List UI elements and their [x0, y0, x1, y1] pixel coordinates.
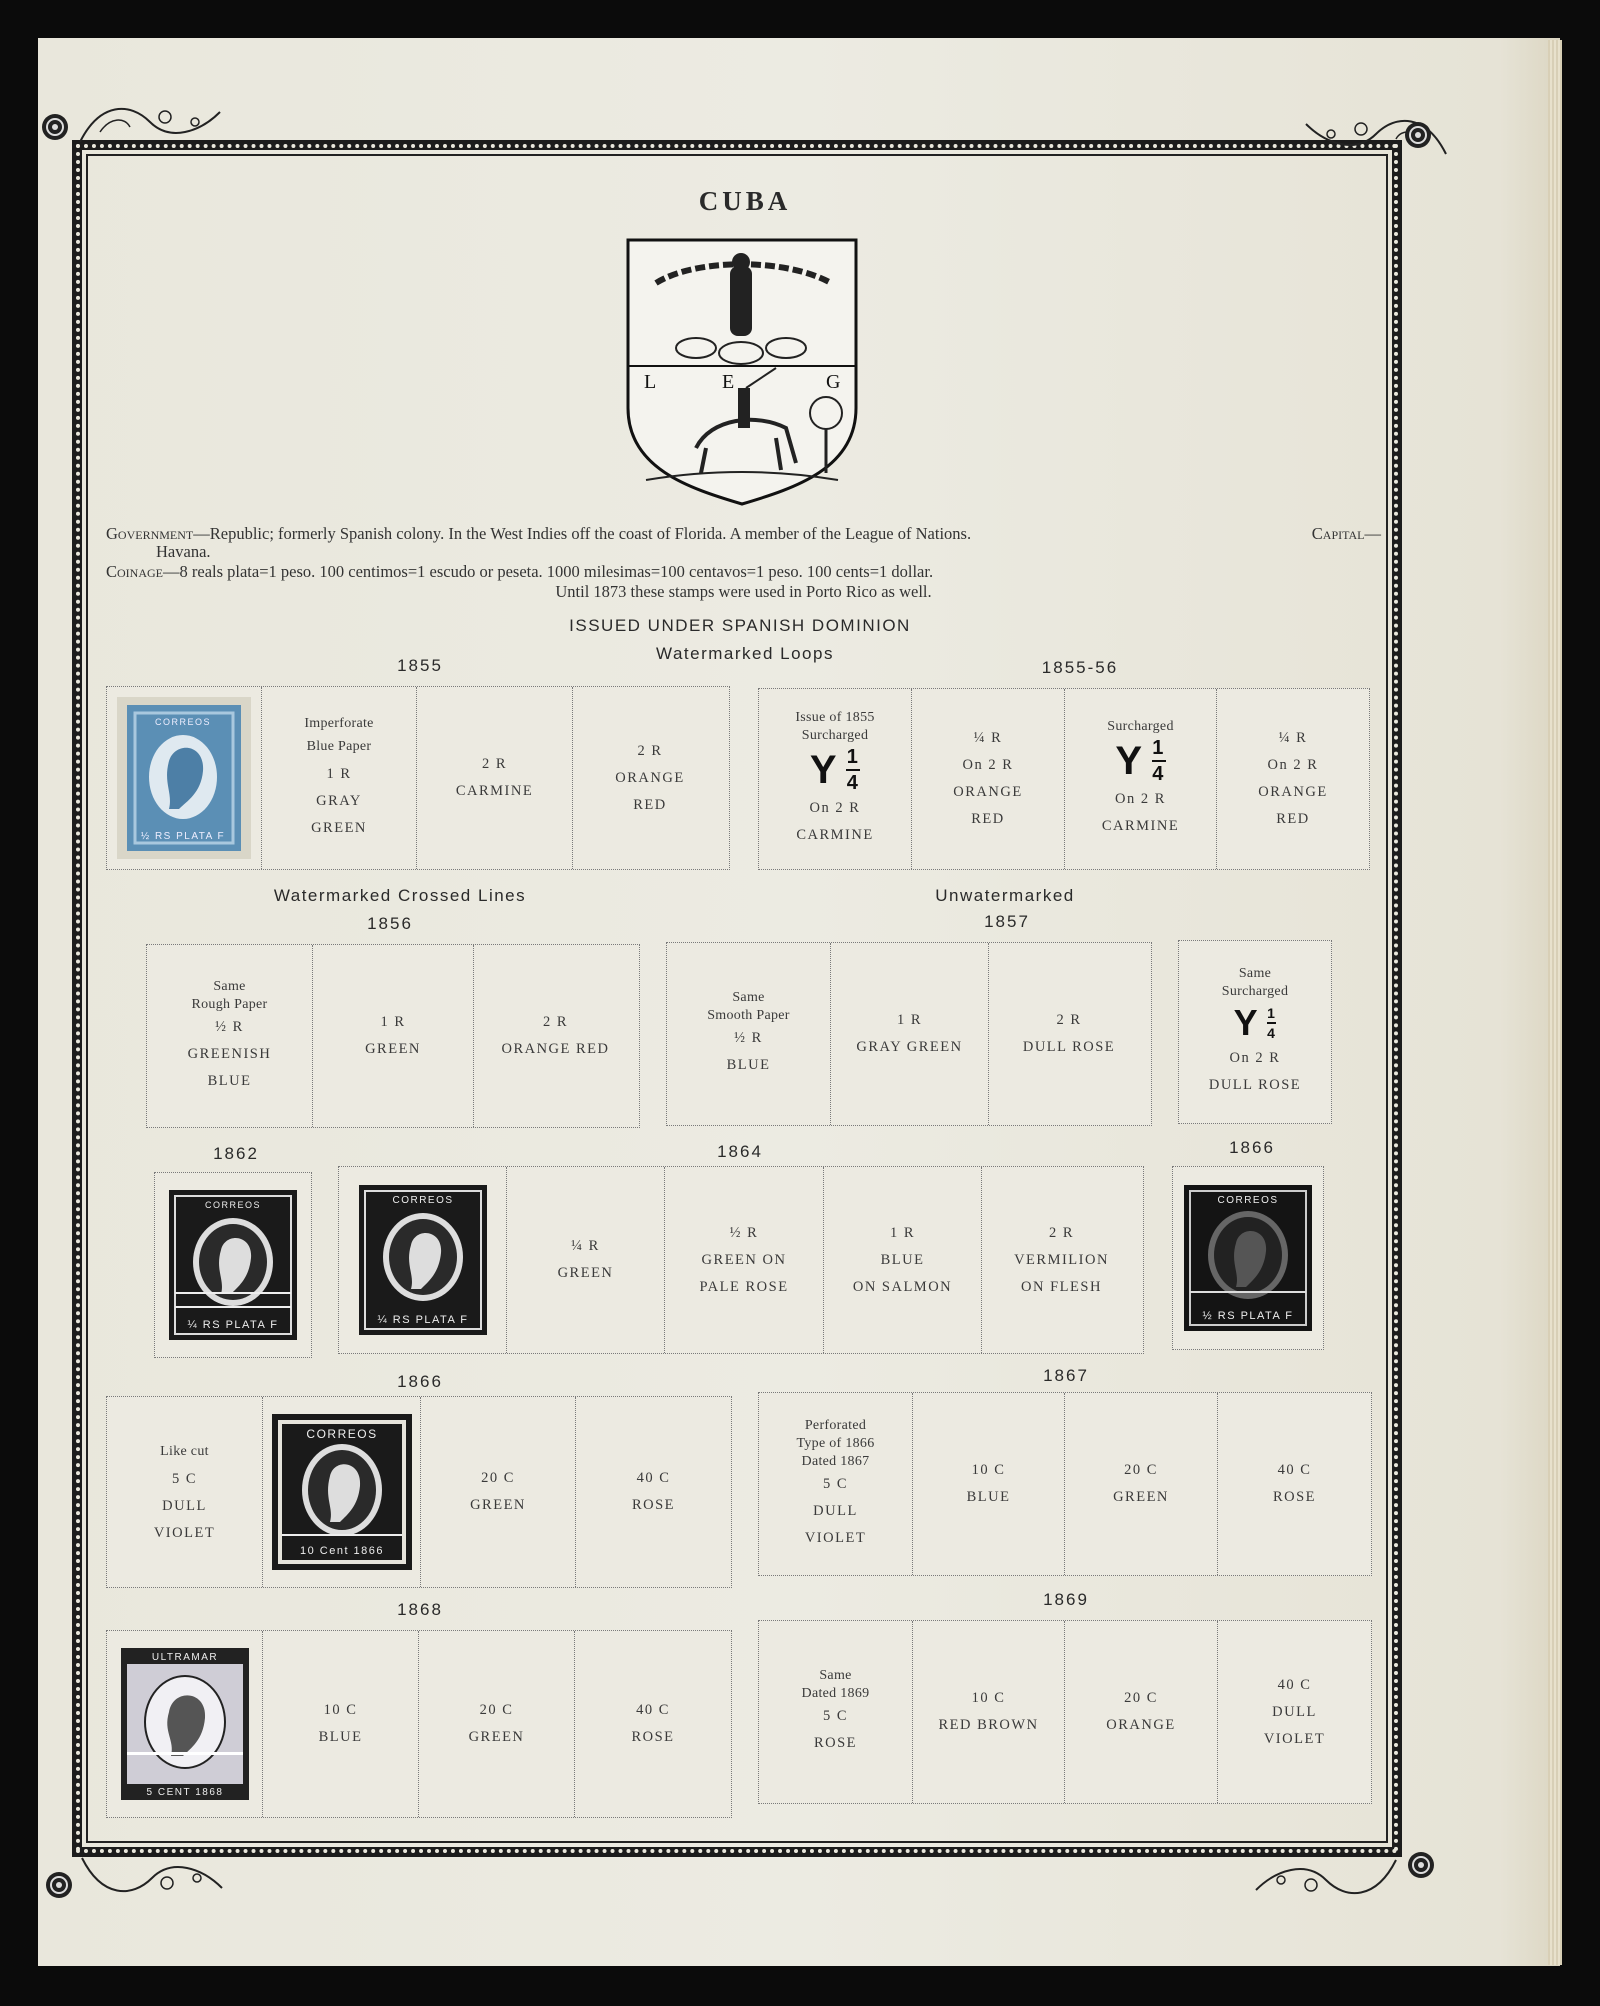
rosette-icon	[1403, 120, 1433, 150]
cell-line: BLUE	[966, 1489, 1011, 1505]
stamp-top-text: CORREOS	[391, 1195, 454, 1206]
cell-line: On 2 R	[809, 800, 861, 816]
arms-letter-g: G	[826, 371, 841, 393]
cell-line: ORANGE	[615, 769, 685, 786]
cell-line: ORANGE RED	[501, 1041, 610, 1057]
cell-line: Dated 1867	[801, 1453, 870, 1469]
cell-line: 1 R	[326, 765, 352, 782]
cell-line: GREEN	[1113, 1489, 1169, 1505]
stamp-space-1856-1r[interactable]	[313, 945, 474, 1127]
cell-line: On 2 R	[1229, 1050, 1281, 1066]
stamp-image-black-queen-1866	[1184, 1185, 1312, 1331]
capital-value: Havana.	[156, 542, 211, 561]
stamp-row-1857	[666, 942, 1152, 1126]
subheading-watermarked-loops: Watermarked Loops	[656, 644, 834, 663]
corner-ornament-bottom-left	[72, 1848, 232, 1908]
page-edge	[1548, 40, 1562, 1965]
stamp-space-1857-surch[interactable]	[1179, 941, 1331, 1123]
stamp-space-1869-40c[interactable]	[1218, 1621, 1371, 1803]
cell-line: CARMINE	[1101, 818, 1180, 834]
stamp-space-1864-mounted[interactable]	[339, 1167, 507, 1353]
cell-line: ORANGE	[1106, 1717, 1176, 1733]
cell-line: 5 C	[822, 1708, 849, 1724]
stamp-space-1868-mounted[interactable]	[107, 1631, 263, 1817]
cell-line: 40 C	[1277, 1676, 1312, 1693]
cell-line: Like cut	[160, 1443, 209, 1459]
corner-ornament-bottom-right	[1246, 1850, 1406, 1910]
stamp-row-1855	[106, 686, 730, 870]
stamp-bottom-text: 5 CENT 1868	[146, 1787, 223, 1798]
cell-line: BLUE	[207, 1072, 252, 1089]
cell-line: GRAY	[316, 792, 362, 809]
cell-line: 5 C	[822, 1475, 849, 1492]
stamp-space-1864-quarter-r[interactable]	[507, 1167, 665, 1353]
stamp-image-black-queen-1862	[169, 1190, 297, 1340]
stamp-space-1866-20c[interactable]	[421, 1397, 576, 1587]
cell-line: ROSE	[631, 1497, 676, 1513]
cell-line: GREEN	[557, 1265, 614, 1281]
coat-of-arms-image	[626, 238, 858, 506]
stamp-space-1867-10c[interactable]	[913, 1393, 1065, 1575]
cell-line: VIOLET	[804, 1529, 867, 1546]
year-1857: 1857	[984, 912, 1030, 931]
stamp-space-1866-5c[interactable]	[107, 1397, 263, 1587]
cell-line: 20 C	[1124, 1462, 1158, 1478]
year-1855: 1855	[397, 656, 443, 675]
surcharge-mark: Y $\frac{1}{4}$	[809, 746, 860, 794]
cell-line: 10 C	[323, 1702, 358, 1718]
cell-line: ROSE	[631, 1729, 675, 1745]
cell-line: VIOLET	[153, 1524, 216, 1541]
cell-line: VIOLET	[1263, 1730, 1326, 1747]
cell-line: Same	[732, 990, 765, 1005]
stamp-space-1855-56-quarter-r-2[interactable]	[1217, 689, 1369, 869]
stamp-row-1866-single	[1172, 1166, 1324, 1350]
year-1866-row: 1866	[397, 1372, 443, 1391]
cell-line: Perforated	[804, 1417, 867, 1433]
cell-line: 10 C	[971, 1690, 1006, 1706]
stamp-bottom-text: ½ RS PLATA F	[1202, 1310, 1294, 1322]
cell-line: 2 R	[481, 756, 508, 772]
cell-line: Type of 1866	[796, 1435, 875, 1451]
cell-line: ½ R	[729, 1224, 759, 1241]
year-1868: 1868	[397, 1600, 443, 1619]
stamp-row-1855-56	[758, 688, 1370, 870]
stamp-space-1867-40c[interactable]	[1218, 1393, 1371, 1575]
cell-line: Surcharged	[1107, 719, 1174, 734]
cell-line: RED	[633, 796, 667, 813]
cell-line: RED BROWN	[938, 1717, 1039, 1733]
cell-line: Surcharged	[1221, 984, 1289, 999]
cell-line: 2 R	[1056, 1012, 1082, 1028]
stamp-top-text: CORREOS	[204, 1200, 262, 1210]
cell-line: On 2 R	[1115, 791, 1166, 807]
cell-line: DULL	[162, 1497, 207, 1514]
stamp-row-1869	[758, 1620, 1372, 1804]
cell-line: Surcharged	[801, 728, 869, 743]
cell-line: ON SALMON	[852, 1278, 953, 1295]
stamp-space-1855-56-quarter-r[interactable]	[912, 689, 1065, 869]
cell-line: On 2 R	[962, 757, 1014, 773]
stamp-space-1862-mounted[interactable]	[155, 1173, 311, 1357]
stamp-space-1855-56-surch-2[interactable]	[1065, 689, 1217, 869]
cell-line: DULL ROSE	[1022, 1039, 1116, 1055]
cell-line: Rough Paper	[191, 996, 268, 1012]
stamp-row-1867	[758, 1392, 1372, 1576]
cell-line: GREEN ON	[701, 1251, 787, 1268]
government-label: Government	[106, 524, 194, 543]
stamp-space-1855-2r-carmine[interactable]	[417, 687, 573, 869]
government-text: —Republic; formerly Spanish colony. In the West Indies off the coast of Florida. A member of the League of Nations.	[193, 524, 972, 543]
cell-line: ¼ R	[571, 1238, 600, 1254]
cell-line: ¼ R	[973, 730, 1003, 746]
year-1866-single: 1866	[1229, 1138, 1275, 1157]
capital-label: Capital	[1311, 524, 1365, 543]
cell-line: GREEN	[365, 1041, 421, 1057]
cell-line: Blue Paper	[306, 738, 372, 754]
stamp-space-1864-1r[interactable]	[824, 1167, 982, 1353]
coinage-text: —8 reals plata=1 peso. 100 centimos=1 escudo or peseta. 1000 milesimas=100 centavos=1 peso. 100 cents=1 dollar.	[163, 562, 934, 581]
stamp-bottom-text: ¼ RS PLATA F	[187, 1319, 279, 1331]
stamp-space-1866-40c[interactable]	[576, 1397, 731, 1587]
stamp-top-text: CORREOS	[1217, 1195, 1279, 1206]
cell-line: ¼ R	[1278, 730, 1308, 746]
cell-line: ORANGE	[1258, 784, 1328, 800]
cell-line: 1 R	[380, 1014, 406, 1030]
cell-line: 2 R	[542, 1014, 569, 1030]
stamp-space-1857-1r[interactable]	[831, 943, 989, 1125]
government-line	[106, 524, 1381, 543]
stamp-space-1869-10c[interactable]	[913, 1621, 1065, 1803]
cell-line: 20 C	[481, 1470, 515, 1486]
coinage-label: Coinage	[106, 562, 163, 581]
stamp-space-1855-1r[interactable]	[262, 687, 417, 869]
cell-line: 2 R	[637, 742, 663, 759]
cell-line: RED	[971, 811, 1005, 827]
stamp-space-1857-2r[interactable]	[989, 943, 1149, 1125]
stamp-space-1868-10c[interactable]	[263, 1631, 419, 1817]
stamp-space-1868-40c[interactable]	[575, 1631, 731, 1817]
stamp-bottom-text: ¼ RS PLATA F	[377, 1314, 468, 1326]
cell-line: ROSE	[1272, 1489, 1317, 1505]
cell-line: GRAY GREEN	[856, 1039, 963, 1055]
cell-line: GREEN	[468, 1729, 525, 1745]
cell-line: ½ R	[734, 1030, 763, 1046]
stamp-space-1867-5c[interactable]	[759, 1393, 913, 1575]
stamp-space-1868-20c[interactable]	[419, 1631, 575, 1817]
stamp-space-1866-mounted[interactable]	[1173, 1167, 1323, 1349]
rosette-icon	[1406, 1850, 1436, 1880]
stamp-space-1864-half-r[interactable]	[665, 1167, 824, 1353]
cell-line: Same	[1238, 966, 1272, 981]
cell-line: VERMILION	[1014, 1251, 1109, 1268]
stamp-space-1869-20c[interactable]	[1065, 1621, 1218, 1803]
cell-line: DULL	[1272, 1703, 1317, 1720]
arms-letter-e: E	[722, 371, 735, 393]
cell-line: 20 C	[1124, 1690, 1158, 1706]
stamp-space-1857-half-r[interactable]	[667, 943, 831, 1125]
cell-line: 2 R	[1048, 1224, 1075, 1241]
cell-line: 1 R	[889, 1224, 916, 1241]
porto-rico-note: Until 1873 these stamps were used in Porto Rico as well.	[555, 582, 932, 601]
cell-line: ½ R	[215, 1018, 244, 1035]
stamp-space-1864-2r[interactable]	[982, 1167, 1141, 1353]
year-1867: 1867	[1043, 1366, 1089, 1385]
page-title: CUBA	[698, 186, 792, 216]
surcharge-mark: Y $\frac{1}{4}$	[1115, 737, 1165, 785]
cell-line: 10 C	[971, 1462, 1006, 1478]
cell-line: Same	[819, 1668, 852, 1683]
cell-line: Same	[213, 978, 246, 994]
cell-line: ON FLESH	[1021, 1278, 1102, 1295]
rosette-icon	[40, 112, 70, 142]
cell-line: Imperforate	[304, 715, 374, 731]
stamp-image-ultramar-1868	[121, 1648, 249, 1800]
stamp-space-1867-20c[interactable]	[1065, 1393, 1218, 1575]
stamp-image-black-queen-1864	[359, 1185, 487, 1335]
cell-line: 40 C	[636, 1702, 670, 1718]
stamp-bottom-text: ½ RS PLATA F	[140, 831, 226, 842]
stamp-space-1855-mounted[interactable]	[107, 687, 262, 869]
stamp-row-1857-surcharged	[1178, 940, 1332, 1124]
year-1869: 1869	[1043, 1590, 1089, 1609]
cell-line: 20 C	[479, 1702, 514, 1718]
stamp-top-text: CORREOS	[154, 717, 212, 727]
cell-line: GREEN	[470, 1497, 526, 1513]
year-1862: 1862	[213, 1144, 259, 1163]
cell-line: CARMINE	[455, 783, 534, 799]
cell-line: Dated 1869	[801, 1686, 870, 1701]
year-1855-56: 1855-56	[1041, 658, 1119, 677]
stamp-space-1855-56-surch-1[interactable]	[759, 689, 912, 869]
stamp-top-text: CORREOS	[305, 1427, 378, 1441]
surcharge-mark: Y $\frac{1}{4}$	[1233, 1002, 1277, 1043]
stamp-row-1866	[106, 1396, 732, 1588]
cell-line: ROSE	[813, 1735, 858, 1751]
cell-line: DULL	[813, 1502, 858, 1519]
stamp-row-1862	[154, 1172, 312, 1358]
cell-line: GREEN	[311, 819, 367, 836]
subheading-unwatermarked: Unwatermarked	[935, 886, 1075, 905]
stamp-image-blue-queen	[117, 697, 251, 859]
stamp-space-1856-half-r[interactable]	[147, 945, 313, 1127]
stamp-row-1868	[106, 1630, 732, 1818]
stamp-image-black-queen-10c	[272, 1414, 412, 1570]
cell-line: BLUE	[726, 1057, 771, 1073]
cell-line: 5 C	[171, 1470, 198, 1487]
stamp-space-1856-2r[interactable]	[474, 945, 637, 1127]
cell-line: 40 C	[636, 1470, 671, 1486]
stamp-space-1866-mounted-10c[interactable]	[263, 1397, 421, 1587]
cell-line: PALE ROSE	[699, 1278, 789, 1295]
capital-dash: —	[1364, 524, 1381, 543]
stamp-space-1855-2r-orange-red[interactable]	[573, 687, 727, 869]
stamp-space-1869-5c[interactable]	[759, 1621, 913, 1803]
cell-line: 40 C	[1277, 1462, 1312, 1478]
section-heading: ISSUED UNDER SPANISH DOMINION	[569, 616, 911, 635]
subheading-crossed-lines: Watermarked Crossed Lines	[273, 886, 527, 905]
cell-line: On 2 R	[1267, 757, 1319, 773]
cell-line: 1 R	[896, 1012, 923, 1028]
stamp-row-1856	[146, 944, 640, 1128]
cell-line: Smooth Paper	[707, 1008, 790, 1023]
year-1864: 1864	[717, 1142, 763, 1161]
cell-line: Issue of 1855	[795, 710, 875, 725]
stamp-top-text: ULTRAMAR	[151, 1652, 218, 1663]
cell-line: BLUE	[318, 1729, 363, 1745]
cell-line: ORANGE	[953, 784, 1023, 800]
cell-line: BLUE	[880, 1251, 925, 1268]
cell-line: RED	[1276, 811, 1310, 827]
year-1856: 1856	[367, 914, 413, 933]
stamp-row-1864	[338, 1166, 1144, 1354]
cell-line: DULL ROSE	[1208, 1077, 1302, 1093]
coinage-line	[106, 562, 1381, 581]
stamp-bottom-text: 10 Cent 1866	[299, 1545, 384, 1557]
rosette-icon	[44, 1870, 74, 1900]
cell-line: CARMINE	[796, 827, 874, 843]
arms-letter-l: L	[644, 371, 657, 393]
cell-line: GREENISH	[187, 1045, 272, 1062]
corner-ornament-top-left	[70, 92, 230, 152]
